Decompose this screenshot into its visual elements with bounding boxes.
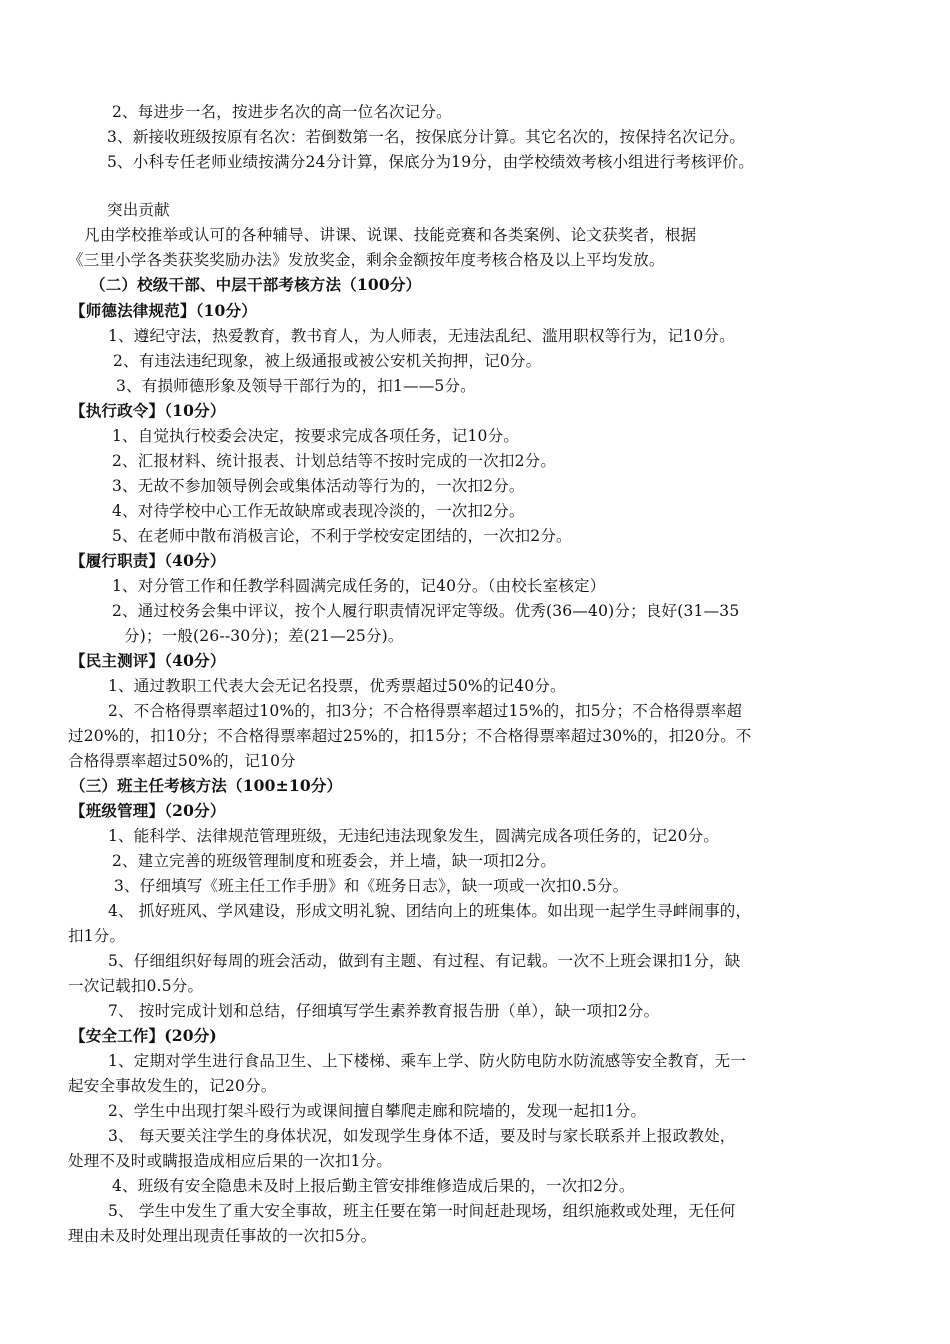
text-line: 3、无故不参加领导例会或集体活动等行为的，一次扣2分。 bbox=[112, 477, 525, 495]
text-line: 3、新接收班级按原有名次：若倒数第一名，按保底分计算。其它名次的，按保持名次记分。 bbox=[107, 128, 746, 146]
text-line: 2、有违法违纪现象，被上级通报或被公安机关拘押，记0分。 bbox=[113, 352, 542, 370]
subsection-heading: 【履行职责】（40分） bbox=[70, 551, 226, 570]
text-line: 7、 按时完成计划和总结，仔细填写学生素养教育报告册（单），缺一项扣2分。 bbox=[108, 1002, 660, 1020]
subsection-heading: 【民主测评】（40分） bbox=[70, 651, 226, 670]
text-line: 1、对分管工作和任教学科圆满完成任务的，记40分。（由校长室核定） bbox=[112, 577, 606, 595]
text-line: 3、 每天要关注学生的身体状况，如发现学生身体不适，要及时与家长联系并上报政教处， bbox=[108, 1127, 736, 1145]
text-line: 1、定期对学生进行食品卫生、上下楼梯、乘车上学、防火防电防水防流感等安全教育，无一 bbox=[108, 1052, 747, 1070]
text-line: 一次记载扣0.5分。 bbox=[68, 977, 204, 995]
text-line: 5、在老师中散布消极言论，不利于学校安定团结的，一次扣2分。 bbox=[112, 527, 572, 545]
text-line: 《三里小学各类获奖奖励办法》发放奖金，剩余金额按年度考核合格及以上平均发放。 bbox=[68, 251, 665, 269]
text-line: 理由未及时处理出现责任事故的一次扣5分。 bbox=[68, 1227, 377, 1245]
text-line: 5、小科专任老师业绩按满分24分计算，保底分为19分，由学校绩效考核小组进行考核评价。 bbox=[107, 153, 754, 171]
subsection-heading: 【执行政令】（10分） bbox=[70, 401, 226, 420]
text-line: 处理不及时或瞒报造成相应后果的一次扣1分。 bbox=[68, 1152, 393, 1170]
text-line: 2、建立完善的班级管理制度和班委会，并上墙，缺一项扣2分。 bbox=[112, 852, 557, 870]
text-line: 合格得票率超过50%的，记10分 bbox=[68, 752, 296, 770]
text-line: 5、仔细组织好每周的班会活动，做到有主题、有过程、有记载。一次不上班会课扣1分，缺 bbox=[108, 952, 741, 970]
subsection-heading: 【安全工作】(20分) bbox=[70, 1026, 217, 1045]
section-heading: 突出贡献 bbox=[107, 201, 170, 219]
section-heading: （二）校级干部、中层干部考核方法（100分） bbox=[90, 275, 422, 294]
subsection-heading: 【班级管理】（20分） bbox=[70, 801, 226, 820]
text-line: 2、通过校务会集中评议，按个人履行职责情况评定等级。优秀(36—40)分；良好(31—35 bbox=[112, 602, 740, 620]
text-line: 4、 抓好班风、学风建设，形成文明礼貌、团结向上的班集体。如出现一起学生寻衅闹事的， bbox=[108, 902, 752, 920]
text-line: 过20%的，扣10分；不合格得票率超过25%的，扣15分；不合格得票率超过30%的，扣20分。不 bbox=[68, 727, 752, 745]
text-line: 起安全事故发生的，记20分。 bbox=[68, 1077, 277, 1095]
text-line: 1、通过教职工代表大会无记名投票，优秀票超过50%的记40分。 bbox=[108, 677, 566, 695]
text-line: 2、学生中出现打架斗殴行为或课间擅自攀爬走廊和院墙的，发现一起扣1分。 bbox=[108, 1102, 647, 1120]
text-line: 4、班级有安全隐患未及时上报后勤主管安排维修造成后果的，一次扣2分。 bbox=[112, 1177, 635, 1195]
subsection-heading: 【师德法律规范】（10分） bbox=[70, 301, 257, 320]
text-line: 2、每进步一名，按进步名次的高一位名次记分。 bbox=[112, 103, 452, 121]
text-line: 2、汇报材料、统计报表、计划总结等不按时完成的一次扣2分。 bbox=[112, 452, 557, 470]
text-line: 3、有损师德形象及领导干部行为的，扣1——5分。 bbox=[116, 377, 476, 395]
text-line: 2、不合格得票率超过10%的，扣3分；不合格得票率超过15%的，扣5分；不合格得票率超 bbox=[108, 702, 743, 720]
text-line: 5、 学生中发生了重大安全事故，班主任要在第一时间赶赴现场，组织施救或处理，无任何 bbox=[108, 1202, 736, 1220]
text-line: 1、自觉执行校委会决定，按要求完成各项任务，记10分。 bbox=[112, 427, 519, 445]
text-line: 凡由学校推举或认可的各种辅导、讲课、说课、技能竞赛和各类案例、论文获奖者，根据 bbox=[84, 226, 697, 244]
section-heading: （三）班主任考核方法（100±10分） bbox=[70, 776, 343, 795]
text-line: 4、对待学校中心工作无故缺席或表现冷淡的，一次扣2分。 bbox=[112, 502, 525, 520]
text-line: 扣1分。 bbox=[68, 927, 126, 945]
text-line: 1、能科学、法律规范管理班级，无违纪违法现象发生，圆满完成各项任务的，记20分。 bbox=[108, 827, 720, 845]
text-line: 1、遵纪守法，热爱教育，教书育人，为人师表，无违法乱纪、滥用职权等行为，记10分。 bbox=[108, 327, 735, 345]
text-line: 分)；一般(26--30分)；差(21—25分)。 bbox=[124, 627, 404, 645]
text-line: 3、仔细填写《班主任工作手册》和《班务日志》，缺一项或一次扣0.5分。 bbox=[114, 877, 629, 895]
